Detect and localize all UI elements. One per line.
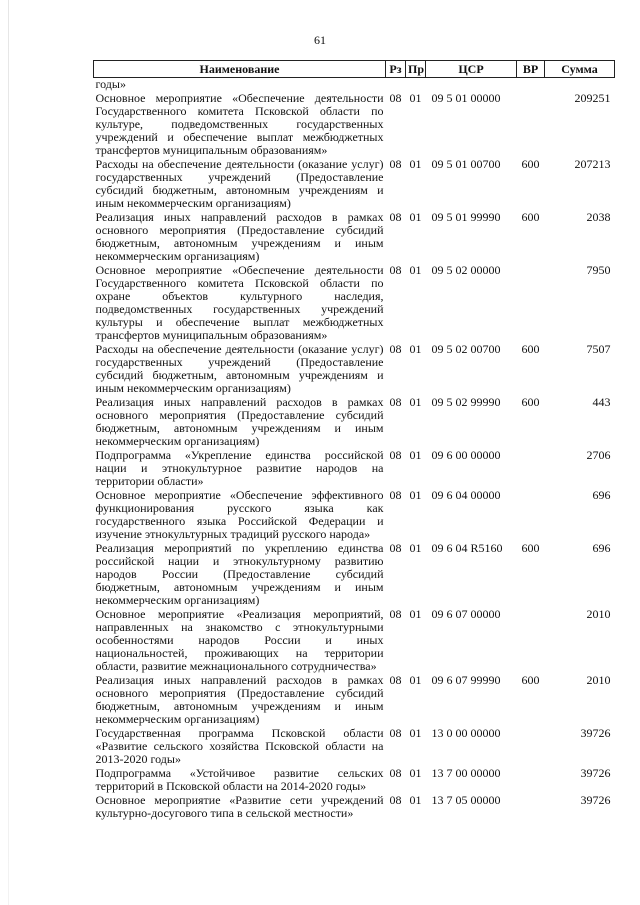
table-row	[94, 727, 615, 767]
cell-pr: 01	[409, 210, 422, 224]
cell-name: Подпрограмма «Устойчивое развитие сельских территорий в Псковской области на 2014-2020 годы»	[95, 766, 384, 793]
cell-vr	[517, 608, 545, 674]
table-row	[94, 211, 615, 264]
cell-rz: 08	[389, 673, 402, 687]
cell-pr: 01	[409, 448, 422, 462]
table-row	[94, 794, 615, 821]
cell-vr	[517, 92, 545, 158]
cell-pr: 01	[409, 766, 422, 780]
table-row	[94, 489, 615, 542]
cell-sum: 2010	[586, 607, 611, 621]
cell-vr: 600	[521, 395, 540, 409]
table-header-row	[94, 61, 615, 78]
cell-csr: 09 6 07 99990	[431, 673, 501, 687]
cell-csr: 13 0 00 00000	[431, 726, 501, 740]
cell-csr: 09 5 02 00700	[431, 342, 501, 356]
cell-name: Основное мероприятие «Развитие сети учреждений культурно-досугового типа в сельской местности»	[95, 793, 384, 820]
cell-vr	[517, 794, 545, 821]
cell-name: Основное мероприятие «Обеспечение деятельности Государственного комитета Псковской области по культуре, подведомственных государственных учреждений и обеспечение выплат межбюджетных трансфертов муниципальным образованиям»	[95, 91, 384, 157]
table-body	[94, 78, 615, 822]
cell-sum: 2038	[586, 210, 611, 224]
cell-vr	[517, 449, 545, 489]
table-row	[94, 674, 615, 727]
cell-rz: 08	[389, 793, 402, 807]
header-vr: ВР	[517, 61, 545, 78]
cell-rz	[386, 78, 406, 93]
header-pr: Пр	[406, 61, 426, 78]
cell-pr: 01	[409, 395, 422, 409]
cell-vr: 600	[521, 157, 540, 171]
cell-vr: 600	[521, 210, 540, 224]
scan-edge	[8, 0, 9, 905]
table-row	[94, 449, 615, 489]
budget-table	[93, 60, 615, 821]
cell-rz: 08	[389, 607, 402, 621]
table-row	[94, 264, 615, 343]
cell-pr: 01	[409, 342, 422, 356]
cell-vr: 600	[521, 673, 540, 687]
cell-csr: 09 5 02 99990	[431, 395, 501, 409]
header-name: Наименование	[94, 61, 386, 78]
cell-name: Основное мероприятие «Обеспечение эффективного функционирования русского языка как государственного языка Российской Федерации и изучение этнокультурных традиций русского народа»	[95, 488, 384, 541]
cell-sum: 39726	[580, 793, 611, 807]
cell-sum: 39726	[580, 766, 611, 780]
cell-sum: 209251	[574, 91, 611, 105]
cell-name: годы»	[95, 77, 126, 91]
cell-csr: 09 5 01 00000	[431, 91, 501, 105]
header-rz: Рз	[386, 61, 406, 78]
cell-csr: 09 6 04 R5160	[431, 541, 503, 555]
cell-csr: 09 5 01 99990	[431, 210, 501, 224]
cell-sum	[545, 78, 615, 93]
cell-csr: 09 5 01 00700	[431, 157, 501, 171]
cell-pr: 01	[409, 541, 422, 555]
cell-vr	[517, 767, 545, 794]
header-sum: Сумма	[545, 61, 615, 78]
cell-pr: 01	[409, 607, 422, 621]
cell-name: Реализация иных направлений расходов в рамках основного мероприятия (Предоставление субсидий бюджетным, автономным учреждениям и иным некоммерческим организациям)	[95, 395, 384, 448]
cell-sum: 2706	[586, 448, 611, 462]
cell-sum: 696	[592, 488, 611, 502]
table-row	[94, 78, 615, 93]
cell-csr: 09 5 02 00000	[431, 263, 501, 277]
cell-name: Расходы на обеспечение деятельности (оказание услуг) государственных учреждений (Предоставление субсидий бюджетным, автономным учреждениям и иным некоммерческим организациям)	[95, 157, 384, 210]
table-row	[94, 92, 615, 158]
cell-csr: 13 7 05 00000	[431, 793, 501, 807]
cell-pr: 01	[409, 793, 422, 807]
page-number: 61	[314, 33, 326, 47]
table-row	[94, 608, 615, 674]
cell-rz: 08	[389, 157, 402, 171]
cell-vr: 600	[521, 342, 540, 356]
cell-rz: 08	[389, 342, 402, 356]
cell-csr: 09 6 00 00000	[431, 448, 501, 462]
cell-rz: 08	[389, 448, 402, 462]
cell-sum: 443	[592, 395, 611, 409]
cell-rz: 08	[389, 91, 402, 105]
cell-vr	[517, 489, 545, 542]
table-row	[94, 343, 615, 396]
cell-name: Реализация иных направлений расходов в рамках основного мероприятия (Предоставление субсидий бюджетным, автономным учреждениям и иным некоммерческим организациям)	[95, 673, 384, 726]
cell-vr: 600	[521, 541, 540, 555]
table-row	[94, 767, 615, 794]
cell-name: Подпрограмма «Укрепление единства российской нации и этнокультурное развитие народов на территории области»	[95, 448, 384, 488]
cell-csr: 13 7 00 00000	[431, 766, 501, 780]
cell-vr	[517, 727, 545, 767]
cell-sum: 39726	[580, 726, 611, 740]
cell-csr: 09 6 07 00000	[431, 607, 501, 621]
cell-sum: 2010	[586, 673, 611, 687]
table-row	[94, 158, 615, 211]
cell-rz: 08	[389, 395, 402, 409]
cell-name: Расходы на обеспечение деятельности (оказание услуг) государственных учреждений (Предоставление субсидий бюджетным, автономным учреждениям и иным некоммерческим организациям)	[95, 342, 384, 395]
table-row	[94, 396, 615, 449]
cell-rz: 08	[389, 488, 402, 502]
cell-sum: 207213	[574, 157, 611, 171]
cell-pr: 01	[409, 157, 422, 171]
cell-name: Основное мероприятие «Реализация мероприятий, направленных на знакомство с этнокультурными особенностями народов России и иных национальностей, проживающих на территории области, развитие межнационального сотрудничества»	[95, 607, 384, 673]
cell-pr	[406, 78, 426, 93]
cell-csr	[426, 78, 517, 93]
cell-rz: 08	[389, 210, 402, 224]
cell-pr: 01	[409, 263, 422, 277]
table-row	[94, 542, 615, 608]
header-csr: ЦСР	[426, 61, 517, 78]
cell-csr: 09 6 04 00000	[431, 488, 501, 502]
cell-rz: 08	[389, 263, 402, 277]
cell-vr	[517, 264, 545, 343]
cell-name: Основное мероприятие «Обеспечение деятельности Государственного комитета Псковской области по охране объектов культурного наследия, подведомственных государственных учреждений культуры и обеспечение выплат межбюджетных трансфертов муниципальным образованиям»	[95, 263, 384, 342]
cell-name: Реализация иных направлений расходов в рамках основного мероприятия (Предоставление субсидий бюджетным, автономным учреждениям и иным некоммерческим организациям)	[95, 210, 384, 263]
cell-sum: 7507	[586, 342, 611, 356]
cell-rz: 08	[389, 726, 402, 740]
cell-sum: 696	[592, 541, 611, 555]
cell-name: Государственная программа Псковской области «Развитие сельского хозяйства Псковской области на 2013-2020 годы»	[95, 726, 384, 766]
cell-pr: 01	[409, 726, 422, 740]
cell-pr: 01	[409, 91, 422, 105]
cell-rz: 08	[389, 541, 402, 555]
cell-vr	[517, 78, 545, 93]
cell-pr: 01	[409, 488, 422, 502]
cell-sum: 7950	[586, 263, 611, 277]
cell-rz: 08	[389, 766, 402, 780]
cell-name: Реализация мероприятий по укреплению единства российской нации и этнокультурному развитию народов России (Предоставление субсидий бюджетным, автономным учреждениям и иным некоммерческим организациям)	[95, 541, 384, 607]
cell-pr: 01	[409, 673, 422, 687]
